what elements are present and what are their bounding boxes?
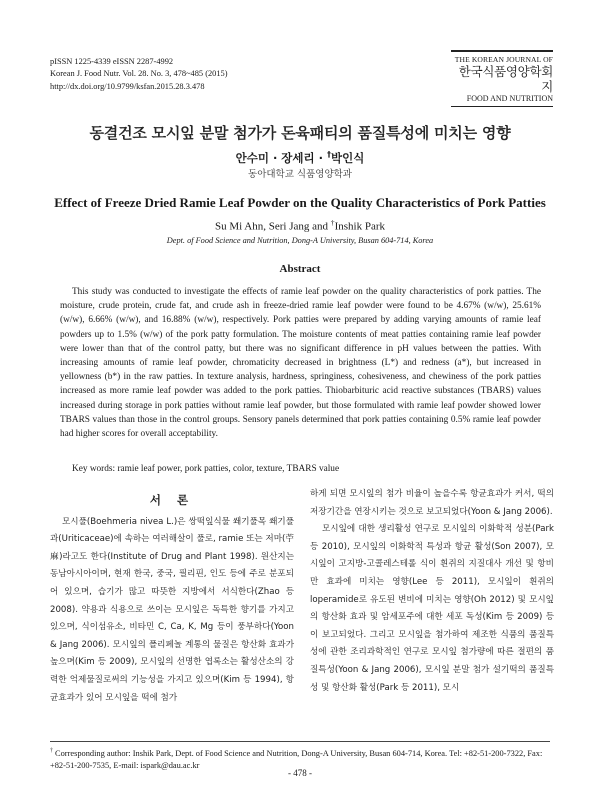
english-affiliation: Dept. of Food Science and Nutrition, Dong-A University, Busan 604-714, Korea [166, 236, 434, 245]
abstract-heading: Abstract [279, 263, 321, 275]
journal-logo [451, 50, 553, 110]
journal-name-ko: 한국식품영양학회지 [458, 64, 553, 94]
english-authors [0, 218, 600, 233]
english-title: Effect of Freeze Dried Ramie Leaf Powder on the Quality Characteristics of Pork Patties [54, 195, 546, 210]
citation-block [50, 56, 228, 93]
logo-top-rule [451, 50, 553, 52]
english-corresponding-author: Inshik Park [334, 220, 386, 233]
abstract-text: This study was conducted to investigate the effects of ramie leaf powder on the quality characteristics of pork patties. The moisture, crude protein, crude fat, and crude ash in freeze-dried ramie leaf powder were found to be 4.67% (w/w), 25.61% (w/w), 6.66% (w/w), and 16.88% (w/w), respectively. Pork patties were prepared by adding varying amounts of ramie leaf powders up to 1.5% (w/w) of the pork patty formulation. The moisture contents of meat patties containing ramie leaf powder were lower than that of the control patty, but there was no significant difference in pH values between the patties. With increasing amounts of ramie leaf powder, chromaticity decreased in brightness (L*) and redness (a*), but increased in yellowness (b*) in the raw patties. In texture analysis, hardness, springiness, cohesiveness, and chewiness of the pork patties increased as more ramie leaf powder was added to the pork patties. Thiobarbituric acid reactive substances (TBARS) values increased during storage in pork patties without ramie leaf powder, but those formulated with ramie leaf powder showed lower TBARS values than those in the control groups. Sensory panels determined that pork patties containing 0.5% ramie leaf powder had higher scores for overall acceptability. [60, 287, 541, 440]
korean-author-names: 안수미 · 장세리 · [235, 151, 328, 165]
corresponding-mark-en: † [330, 218, 335, 227]
page-number: - 478 - [288, 768, 312, 778]
intro-paragraph-1: 모시풀(Boehmeria nivea L.)은 쌍떡잎식물 쐐기풀목 쐐기풀과(Uriticaceae)에 속하는 여러해살이 풀로, ramie 또는 저마(苧麻)라고도 한다(Institute of Drug and Plant 1998). 원산지는 동남아시아이며, 현재 한국, 중국, 필리핀, 인도 등에 주로 분포되어 있으며, 습기가 많고 따뜻한 지방에서 서식한다(Zhao 등 2008). 약용과 식용으로 쓰이는 모시잎은 독특한 향기를 가지고 있으며, 식이섬유소, 비타민 C, Ca, K, Mg 등이 풍부하다(Yoon & Jang 2006). 모시잎의 폴리페놀 계통의 물질은 항산화 효과가 높으며(Kim 등 2009), 모시잎의 선명한 엽록소는 활성산소의 강력한 억제물질로써의 기능성을 가지고 있으며(Kim 등 1994), 항균효과가 있어 모시잎을 떡에 첨가 [50, 516, 294, 703]
corresponding-mark: † [327, 150, 332, 160]
keywords: Key words: ramie leaf power, pork patties, color, texture, TBARS value [72, 464, 340, 474]
footnote-text: Corresponding author: Inshik Park, Dept. of Food Science and Nutrition, Dong-A University, Busan 604-714, Korea. Tel: +82-51-200-7322, Fax: +82-51-200-7535, E-mail: ispark@dau.ac.kr [50, 748, 543, 770]
korean-title: 동결건조 모시잎 분말 첨가가 돈육패티의 품질특성에 미치는 영향 [89, 124, 511, 142]
korean-corresponding-author: 박인식 [331, 151, 365, 165]
logo-bottom-rule [451, 106, 553, 107]
citation-line: Korean J. Food Nutr. Vol. 28. No. 3, 478~485 (2015) [50, 69, 228, 79]
introduction-heading: 서 론 [149, 493, 195, 507]
korean-authors [0, 150, 600, 166]
korean-affiliation: 동아대학교 식품영양학과 [248, 169, 352, 180]
left-column [50, 484, 294, 707]
right-column [310, 486, 554, 697]
intro-paragraph-2: 모시잎에 대한 생리활성 연구로 모시잎의 이화학적 성분(Park 등 2010), 모시잎의 이화학적 특성과 항균 활성(Son 2007), 모시잎이 고지방-고콜레스테롤 식이 흰쥐의 지질대사 개선 및 항비만 효과에 미치는 영향(Lee 등 2011), 모시잎이 흰쥐의 loperamide로 유도된 변비에 미치는 영향(Oh 2012) 및 모시잎의 항산화 효과 및 암세포주에 대한 세포 독성(Kim 등 2009) 등이 보고되었다. 그리고 모시잎을 첨가하여 제조한 식품의 품질특성에 관한 조리과학적인 연구로 모시잎 첨가량에 따른 절편의 품질특성(Yoon & Jang 2006), 모시잎 분말 첨가 설기떡의 품질특성 및 항산화 활성(Park 등 2011), 모시 [310, 524, 554, 693]
issn-line: pISSN 1225-4339 eISSN 2287-4992 [50, 57, 174, 66]
doi-link[interactable]: http://dx.doi.org/10.9799/ksfan.2015.28.3.478 [50, 81, 205, 91]
journal-name-en-top: THE KOREAN JOURNAL OF [454, 55, 553, 64]
intro-paragraph-1-cont: 하게 되면 모시잎의 첨가 비율이 높을수록 항균효과가 커서, 떡의 저장기간을 연장시키는 것으로 보고되었다(Yoon & Jang 2006). [310, 489, 554, 517]
footnote-marker: † [50, 748, 53, 754]
english-author-names: Su Mi Ahn, Seri Jang and [214, 220, 331, 233]
footnote-divider [50, 741, 550, 742]
journal-name-en-bottom: FOOD AND NUTRITION [466, 94, 553, 103]
